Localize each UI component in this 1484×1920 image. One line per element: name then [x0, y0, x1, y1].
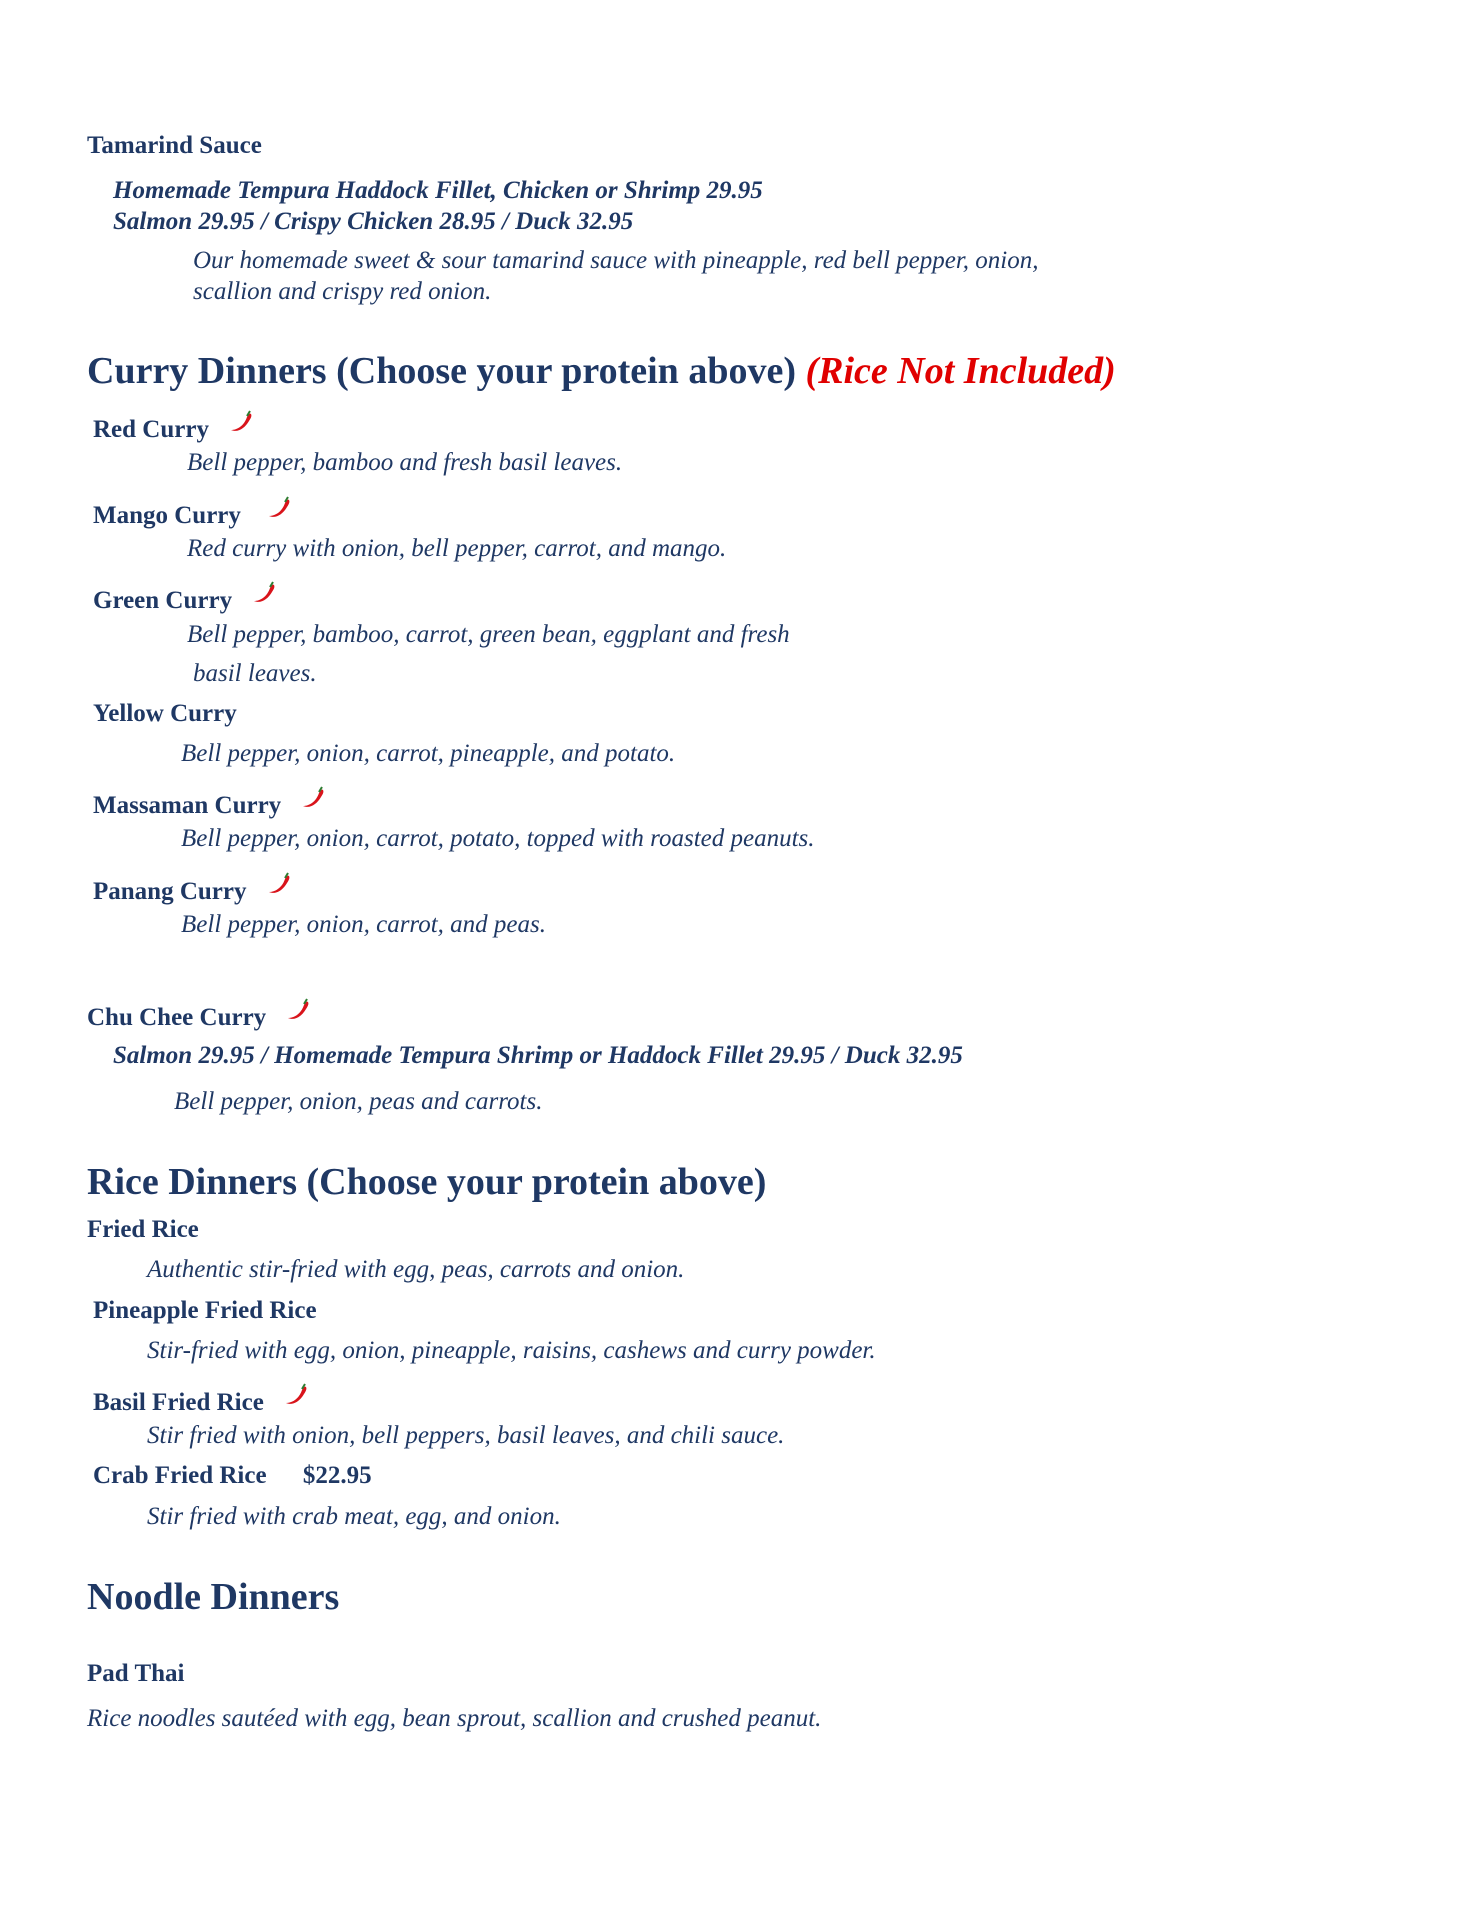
menu-item-chu-chee-curry [87, 997, 310, 1032]
chu-chee-pricing: Salmon 29.95 / Homemade Tempura Shrimp or Haddock Fillet 29.95 / Duck 32.95 [113, 1042, 963, 1069]
green-curry-description-line-1: Bell pepper, bamboo, carrot, green bean, eggplant and fresh [187, 621, 790, 648]
tamarind-description-line-2: scallion and crispy red onion. [193, 278, 492, 305]
basil-fried-rice-description: Stir fried with onion, bell peppers, basil leaves, and chili sauce. [147, 1422, 785, 1449]
chili-pepper-icon [250, 580, 276, 613]
red-curry-description: Bell pepper, bamboo and fresh basil leaves. [187, 449, 623, 476]
rice-dinners-heading: Rice Dinners (Choose your protein above) [87, 1161, 767, 1203]
chili-pepper-icon [299, 785, 325, 818]
chili-pepper-icon [284, 997, 310, 1030]
menu-item-crab-fried-rice [93, 1462, 372, 1490]
tamarind-sauce-title: Tamarind Sauce [87, 132, 262, 159]
item-name: Fried Rice [87, 1216, 199, 1243]
menu-item-mango-curry [93, 495, 291, 530]
menu-item-basil-fried-rice [93, 1382, 308, 1417]
item-name: Panang Curry [93, 878, 247, 905]
item-name: Basil Fried Rice [93, 1389, 264, 1416]
crab-fried-rice-description: Stir fried with crab meat, egg, and onion. [147, 1503, 561, 1530]
noodle-dinners-heading: Noodle Dinners [87, 1576, 340, 1618]
fried-rice-description: Authentic stir-fried with egg, peas, carrots and onion. [147, 1256, 685, 1283]
tamarind-pricing-line-2: Salmon 29.95 / Crispy Chicken 28.95 / Duck 32.95 [113, 208, 634, 235]
chili-pepper-icon [227, 409, 253, 442]
panang-curry-description: Bell pepper, onion, carrot, and peas. [181, 911, 547, 938]
chili-pepper-icon [282, 1382, 308, 1415]
item-name: Green Curry [93, 587, 233, 614]
chili-pepper-icon [265, 871, 291, 904]
menu-item-fried-rice [87, 1216, 199, 1244]
curry-heading-text: Curry Dinners (Choose your protein above) [87, 350, 796, 392]
massaman-curry-description: Bell pepper, onion, carrot, potato, topped with roasted peanuts. [181, 825, 815, 852]
pineapple-fried-rice-description: Stir-fried with egg, onion, pineapple, raisins, cashews and curry powder. [147, 1337, 876, 1364]
item-name: Mango Curry [93, 502, 241, 529]
rice-not-included-note: (Rice Not Included) [805, 350, 1116, 392]
chili-pepper-icon [265, 495, 291, 528]
menu-item-panang-curry [93, 871, 291, 906]
menu-item-red-curry [93, 409, 253, 444]
item-price: $22.95 [302, 1462, 372, 1489]
menu-item-pineapple-fried-rice [93, 1297, 317, 1325]
item-name: Massaman Curry [93, 792, 282, 819]
yellow-curry-description: Bell pepper, onion, carrot, pineapple, and potato. [181, 740, 676, 767]
item-name: Pad Thai [87, 1660, 185, 1687]
item-name: Red Curry [93, 416, 209, 443]
curry-dinners-heading [87, 349, 1116, 393]
pad-thai-description: Rice noodles sautéed with egg, bean sprout, scallion and crushed peanut. [87, 1705, 822, 1732]
item-name: Pineapple Fried Rice [93, 1297, 317, 1324]
item-name: Yellow Curry [93, 700, 237, 727]
menu-item-yellow-curry [93, 700, 237, 728]
green-curry-description-line-2: basil leaves. [193, 660, 317, 687]
tamarind-pricing-line-1: Homemade Tempura Haddock Fillet, Chicken or Shrimp 29.95 [113, 177, 763, 204]
menu-item-pad-thai [87, 1660, 185, 1688]
tamarind-description-line-1: Our homemade sweet & sour tamarind sauce with pineapple, red bell pepper, onion, [193, 247, 1039, 274]
menu-item-green-curry [93, 580, 276, 615]
item-name: Chu Chee Curry [87, 1004, 267, 1031]
menu-item-massaman-curry [93, 785, 325, 820]
mango-curry-description: Red curry with onion, bell pepper, carrot, and mango. [187, 535, 727, 562]
chu-chee-description: Bell pepper, onion, peas and carrots. [174, 1088, 543, 1115]
item-name: Crab Fried Rice [93, 1462, 267, 1489]
